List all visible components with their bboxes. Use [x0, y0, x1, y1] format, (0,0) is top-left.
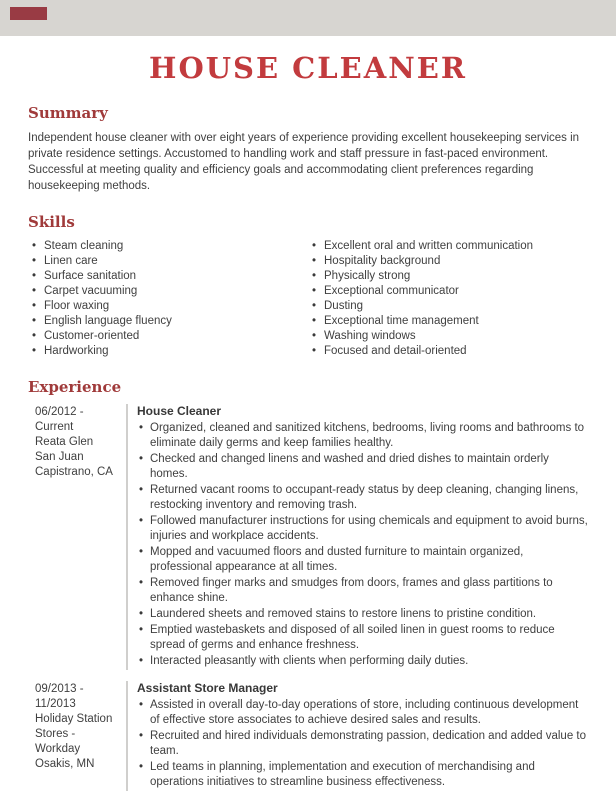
experience-heading: Experience [28, 378, 122, 396]
job-company: Holiday Station Stores - Workday [35, 713, 113, 755]
skill-item: • Linen care [28, 254, 308, 269]
skills-list-left [28, 239, 308, 359]
skill-item: • Excellent oral and written communication [308, 239, 588, 254]
job-bullet: • Organized, cleaned and sanitized kitchens, bedrooms, living rooms and bathrooms to eliminate daily germs and keep families healthy. [137, 421, 588, 451]
job-bullet: • Recruited and hired individuals demonstrating passion, dedication and added value to team. [137, 729, 588, 759]
skill-item: • Washing windows [308, 329, 588, 344]
skill-item: • Floor waxing [28, 299, 308, 314]
job-bullet-list [137, 698, 588, 790]
skills-list-right [308, 239, 588, 359]
job-details [128, 404, 588, 670]
job-bullet: • Laundered sheets and removed stains to restore linens to pristine condition. [137, 607, 588, 622]
skill-item: • Exceptional time management [308, 314, 588, 329]
job-entry [28, 404, 588, 670]
job-bullet: • Emptied wastebaskets and disposed of all soiled linen in guest rooms to reduce spread of germs and enhance freshness. [137, 623, 588, 653]
job-bullet: • Mopped and vacuumed floors and dusted furniture to maintain organized, professional appearance at all times. [137, 545, 588, 575]
summary-text: Independent house cleaner with over eight years of experience providing excellent housekeeping services in private residence settings. Accustomed to handling work and staff pressure in fast-paced environment. Successful at meeting quality and efficiency goals and accommodating client preferences regarding housekeeping methods. [28, 132, 580, 192]
job-meta [28, 681, 128, 791]
skills-columns [28, 239, 588, 359]
job-title: Assistant Store Manager [137, 681, 278, 695]
resume-body [0, 104, 616, 791]
job-dates: 09/2013 - 11/2013 [35, 683, 84, 710]
skills-section [28, 213, 588, 359]
experience-section [28, 378, 588, 791]
skill-item: • Customer-oriented [28, 329, 308, 344]
skill-item: • Physically strong [308, 269, 588, 284]
job-company: Reata Glen [35, 436, 94, 448]
skill-item: • English language fluency [28, 314, 308, 329]
skill-item: • Dusting [308, 299, 588, 314]
job-details [128, 681, 588, 791]
job-bullet: • Returned vacant rooms to occupant-ready status by deep cleaning, changing linens, restocking inventory and removing trash. [137, 483, 588, 513]
job-meta [28, 404, 128, 670]
job-bullet: • Followed manufacturer instructions for using chemicals and equipment to avoid burns, injuries and workplace accidents. [137, 514, 588, 544]
skill-item: • Focused and detail-oriented [308, 344, 588, 359]
page-title: HOUSE CLEANER [149, 51, 467, 85]
job-bullet: • Led teams in planning, implementation and execution of merchandising and operations initiatives to streamline business effectiveness. [137, 760, 588, 790]
job-location: San Juan Capistrano, CA [35, 451, 113, 478]
job-dates: 06/2012 - Current [35, 406, 84, 433]
job-bullet: • Removed finger marks and smudges from doors, frames and glass partitions to enhance shine. [137, 576, 588, 606]
skill-item: • Exceptional communicator [308, 284, 588, 299]
skill-item: • Hospitality background [308, 254, 588, 269]
job-entry [28, 681, 588, 791]
job-bullet: • Interacted pleasantly with clients when performing daily duties. [137, 654, 588, 669]
summary-heading: Summary [28, 104, 108, 122]
job-bullet: • Checked and changed linens and washed and dried dishes to maintain orderly homes. [137, 452, 588, 482]
skill-item: • Steam cleaning [28, 239, 308, 254]
header-band [0, 0, 616, 36]
job-location: Osakis, MN [35, 758, 95, 770]
job-bullet-list [137, 421, 588, 669]
job-bullet: • Assisted in overall day-to-day operations of store, including continuous development of effective store associates to achieve desired sales and results. [137, 698, 588, 728]
job-title: House Cleaner [137, 404, 222, 418]
skills-heading: Skills [28, 213, 75, 231]
summary-section [28, 104, 588, 194]
skill-item: • Surface sanitation [28, 269, 308, 284]
skill-item: • Hardworking [28, 344, 308, 359]
skill-item: • Carpet vacuuming [28, 284, 308, 299]
brand-mark [10, 7, 47, 20]
